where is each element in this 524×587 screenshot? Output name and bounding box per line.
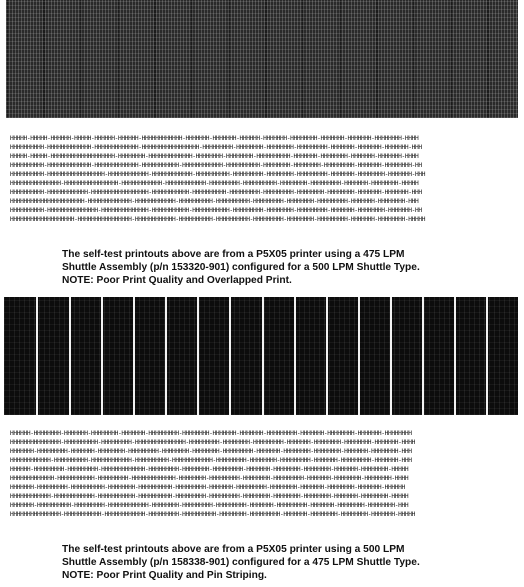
h-row: HHHHHHH-HHHHHHHHHH-HHHHHHHHH-HHHHHHHHHHHH-HHHHHHHH-HHHHHHHHH-HHHHHHHHH-HHHHHHH-HHHHHHHHH-HHHHHHH-HHHHHHHH-HHHHHHHH-HHH [10, 502, 409, 509]
caption-line: Shuttle Assembly (p/n 153320-901) configured for a 500 LPM Shuttle Type. [62, 262, 420, 273]
h-row: HHHHHH-HHHHHHHH-HHHHHHH-HHHHHHHH-HHHHHHH-HHHHHHHHH-HHHHHHHH-HHHHHHH-HHHHHHH-HHHHHHHHH-HHHHHHH-HHHHHHHH-HHHHHHH-HHHHHHHH [10, 430, 412, 437]
caption-line: NOTE: Poor Print Quality and Pin Striping. [62, 570, 267, 581]
caption-line: The self-test printouts above are from a P5X05 printer using a 475 LPM [62, 249, 405, 260]
h-row: HHHHHHHHHH-HHHHHHHHHHHHH-HHHHHHHHHHHHH-HHHHHHHHHHHHHHHHH-HHHHHHHHH-HHHHHHHH-HHHHHHHH-HHHHHHHHH-HHHHHHH-HHHHHHH-HHHHHHH-HHH [10, 144, 422, 151]
h-pattern-printout-2 [10, 429, 516, 519]
caption-section-2 [62, 543, 492, 582]
caption-line: The self-test printouts above are from a P5X05 printer using a 500 LPM [62, 544, 405, 555]
h-row: HHHHH-HHHHH-HHHHHH-HHHHH-HHHHHH-HHHHHH-HHHHHHHHHHHH-HHHHHHH-HHHHHHH-HHHHHH-HHHHHHH-HHHHHHHH-HHHHHHH-HHHHHHH-HHHHHHHH-HHHH [10, 135, 419, 142]
h-row: HHHHHHHHHHHHHHHHHHH-HHHHHHHHHHHHHHHH-HHHHHHHHHHHH-HHHHHHHHHH-HHHHHHHHHH-HHHHHHHHH-HHHHHHHH-HHHHHHHHH-HHHHHHH-HHHHHHHH-HHHHH [10, 216, 426, 223]
self-test-pattern-image-2 [4, 297, 518, 415]
h-row: HHHHH-HHHHH-HHHHHHHHHHHHHHHHHHH-HHHHHHHH-HHHHHHHHHHHHH-HHHHHHHH-HHHHHHHH-HHHHHHHHHH-HHHHHHH-HHHHHHHH-HHHHHHH-HHHHHHH-HHHH [10, 153, 419, 160]
h-row: HHHHHHHHHHHHH-HHHHHHHHHHH-HHHHHHHHH-HHHHHHHHHHHHH-HHHHHHHH-HHHHHHHHH-HHHHHHHH-HHHHHHHHH-HHHHHHH-HHHHHHHH-HHHHHHHH-HHHH [10, 475, 409, 482]
self-test-pattern-image-1 [6, 0, 518, 118]
caption-line: Shuttle Assembly (p/n 158338-901) configured for a 475 LPM Shuttle Type. [62, 557, 420, 568]
h-row: HHHHHHHHHH-HHHHHHHHHHHHH-HHHHHHHHHHHHH-HHHHHHHHHHH-HHHHHHHHHHHH-HHHHHHHHHH-HHHHHHHH-HHHHHHHH-HHHHHHHHH-HHHHHHH-HHHHHHHH-HH [10, 162, 422, 169]
caption-line: NOTE: Poor Print Quality and Overlapped Print. [62, 275, 292, 286]
h-row: HHHHHHHHHHHH-HHHHHHHHHHHH-HHHHHHHHHHH-HHHHHHHHHH-HHHHHHHHH-HHHHHHHHH-HHHHHHHH-HHHHHHHH-HHHHHHHH-HHHHHHH-HHHHHHHH-HHHHH [10, 493, 409, 500]
caption-section-1 [62, 248, 492, 287]
h-row: HHHHHHHHHH-HHHHHHHHHHHHHHH-HHHHHHHHHHHHHH-HHHHHHHHHHH-HHHHHHHHHHH-HHHHHHHHH-HHHHHHHH-HHHHHHHHH-HHHHHHH-HHHHHHHH-HHHHHHH-HH [10, 207, 422, 214]
h-row: HHHHHHHHHHHH-HHHHHHHHHH-HHHHHHHHHHHH-HHHHHHHHHH-HHHHHHHHHHHH-HHHHHHHHH-HHHHHHHH-HHHHHHHHH-HHHHHHH-HHHHHHHHH-HHHHHHH-HHH [10, 457, 412, 464]
h-row: HHHHHHHHHHHHHHH-HHHHHHHHHH-HHHHHHHHH-HHHHHHHHHHHHHHH-HHHHHHHHH-HHHHHHHH-HHHHHHHHH-HHHHHHH-HHHHHHHH-HHHHHHHH-HHHHHHH-HHHH [10, 439, 416, 446]
h-row: HHHHHHHHHHHHHHH-HHHHHHHHHHH-HHHHHHHHHHHH-HHHHHHHHH-HHHHHHHHHH-HHHHHHHH-HHHHHHHHH-HHHHHHH-HHHHHHHH-HHHHHHHH-HHHHHHH-HHHHH [10, 511, 416, 518]
h-row: HHHHHHHHHH-HHHHHHHHHHHHHHHHH-HHHHHHHHHHHH-HHHHHHHHHHHH-HHHHHHHHHH-HHHHHHHHH-HHHHHHHH-HHHHHHHHH-HHHHHHH-HHHHHHHH-HHHHHHH-HHH [10, 171, 426, 178]
h-row: HHHHHHHHHHHHHHH-HHHHHHHHHHHHHHHH-HHHHHHHHHHHH-HHHHHHHHHHHH-HHHHHHHHH-HHHHHHHHHH-HHHHHHHH-HHHHHHHHH-HHHHHHH-HHHHHHHH-HHHHH [10, 180, 419, 187]
h-pattern-printout-1 [10, 134, 516, 224]
h-row: HHHHHH-HHHHHHHHH-HHHHHHHHH-HHHHHHHHHHHHH-HHHHHHHHH-HHHHHHHH-HHHHHHHHH-HHHHHHH-HHHHHHHH-HHHHHHHH-HHHHHHH-HHHHHHHH-HHHHH [10, 466, 409, 473]
h-row: HHHHHHH-HHHHHHHHH-HHHHHHH-HHHHHHHH-HHHHHHHHH-HHHHHHHH-HHHHHHHH-HHHHHHHHH-HHHHHHH-HHHHHHHH-HHHHHHHH-HHHHHHH-HHHHHHHH-HHH [10, 448, 412, 455]
h-row: HHHHHHHHHH-HHHHHHHHHHHH-HHHHHHHHHHHHHHHHH-HHHHHHHHHHH-HHHHHHHHHH-HHHHHHHHH-HHHHHHHHH-HHHHHHHH-HHHHHHHH-HHHHHHH-HHHHHHH-HHH [10, 189, 422, 196]
h-row: HHHHHHHHHHHHHHHHHHHHHH-HHHHHHHHHHHHH-HHHHHHHHHHHH-HHHHHHHHHH-HHHHHHHHHH-HHHHHHHHH-HHHHHHHH-HHHHHHHHH-HHHHHHH-HHHHHHHH-HHH [10, 198, 419, 205]
h-row: HHHHHHH-HHHHHHHHH-HHHHHHHHHH-HHHHHHHH-HHHHHHHHHH-HHHHHHHHH-HHHHHHH-HHHHHHHHH-HHHHHHHH-HHHHHHH-HHHHHHHH-HHHHHHH-HHHHHH [10, 484, 405, 491]
